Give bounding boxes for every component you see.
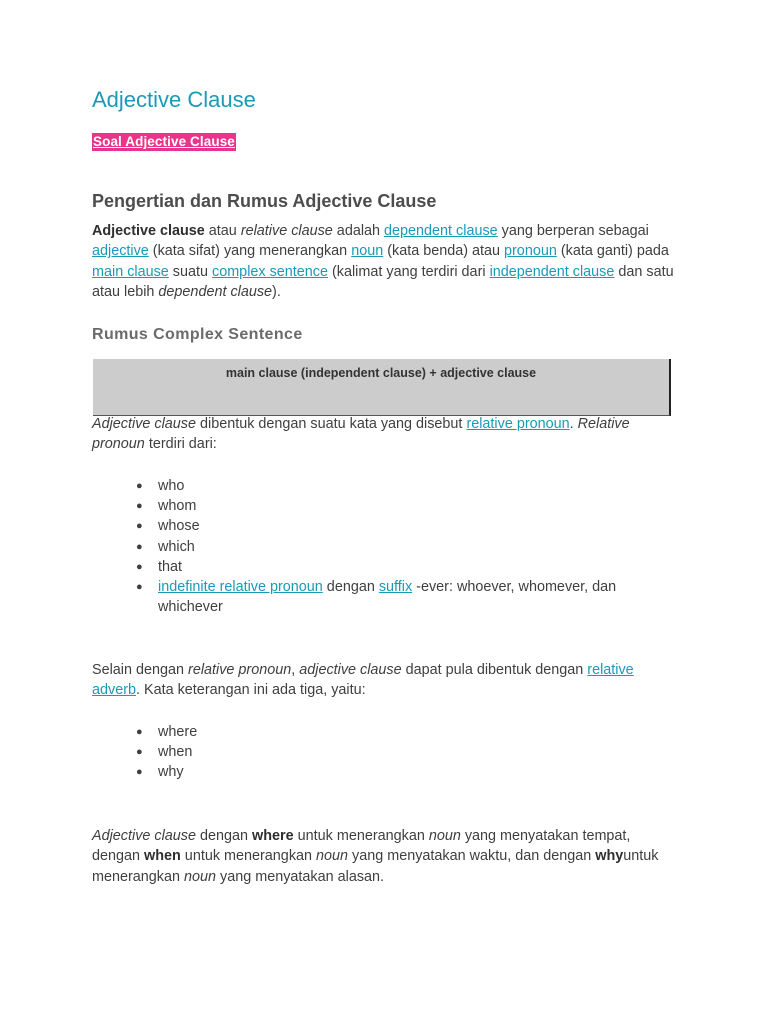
link-noun[interactable]: noun: [351, 243, 384, 260]
relative-pronoun-paragraph: Adjective clause dibentuk dengan suatu kata yang disebut relative pronoun. Relative pronoun terdiri dari:: [92, 416, 630, 453]
term-adjective-clause: Adjective clause: [92, 223, 205, 239]
list-item: ● where: [136, 724, 198, 740]
list-item: ● when: [136, 744, 193, 761]
relative-adverb-paragraph: Selain dengan relative pronoun, adjective clause dapat pula dibentuk dengan relative adverb. Kata keterangan ini ada tiga, yaitu:: [92, 662, 634, 699]
list-item: ● indefinite relative pronoun dengan suffix -ever: whoever, whomever, dan whichever: [136, 579, 617, 616]
link-adjective[interactable]: adjective: [92, 243, 149, 260]
closing-paragraph: Adjective clause dengan where untuk menerangkan noun yang menyatakan tempat, dengan when untuk menerangkan noun yang menyatakan waktu, dan dengan whyuntuk menerangkan noun yang menyatakan alasan.: [92, 828, 659, 885]
soal-adjective-clause-link[interactable]: Soal Adjective Clause: [93, 134, 235, 149]
formula-text: main clause (independent clause) + adjective clause: [225, 366, 537, 380]
relative-pronoun-list: [92, 476, 672, 617]
section-heading-rumus: Rumus Complex Sentence: [92, 326, 303, 343]
list-item: ● why: [136, 764, 184, 781]
document-title: Adjective Clause: [92, 87, 256, 112]
section-heading-pengertian: Pengertian dan Rumus Adjective Clause: [92, 191, 437, 211]
link-relative-adverb[interactable]: relative adverb: [92, 662, 634, 699]
link-pronoun[interactable]: pronoun: [504, 243, 557, 260]
link-relative-pronoun[interactable]: relative pronoun: [466, 416, 570, 432]
link-independent-clause[interactable]: independent clause: [489, 263, 615, 280]
definition-paragraph: Adjective clause atau relative clause adalah dependent clause yang berperan sebagai adjective (kata sifat) yang menerangkan noun (kata benda) atau pronoun (kata ganti) pada main clause suatu complex sentence (kalimat yang terdiri dari independent clause dan satu atau lebih dependent clause).: [92, 223, 674, 300]
link-suffix[interactable]: suffix: [378, 579, 413, 596]
relative-adverb-list: [92, 722, 672, 783]
link-main-clause[interactable]: main clause: [92, 263, 169, 280]
link-indefinite-relative-pronoun[interactable]: indefinite relative pronoun: [158, 579, 323, 596]
list-item: ● that: [136, 558, 183, 575]
list-item: ● who: [136, 478, 185, 494]
list-item: ● whose: [136, 518, 200, 535]
list-item: ● whom: [136, 498, 197, 515]
list-item: ● which: [136, 538, 195, 555]
link-complex-sentence[interactable]: complex sentence: [212, 263, 328, 280]
formula-box: [93, 359, 671, 416]
link-dependent-clause[interactable]: dependent clause: [384, 223, 498, 239]
